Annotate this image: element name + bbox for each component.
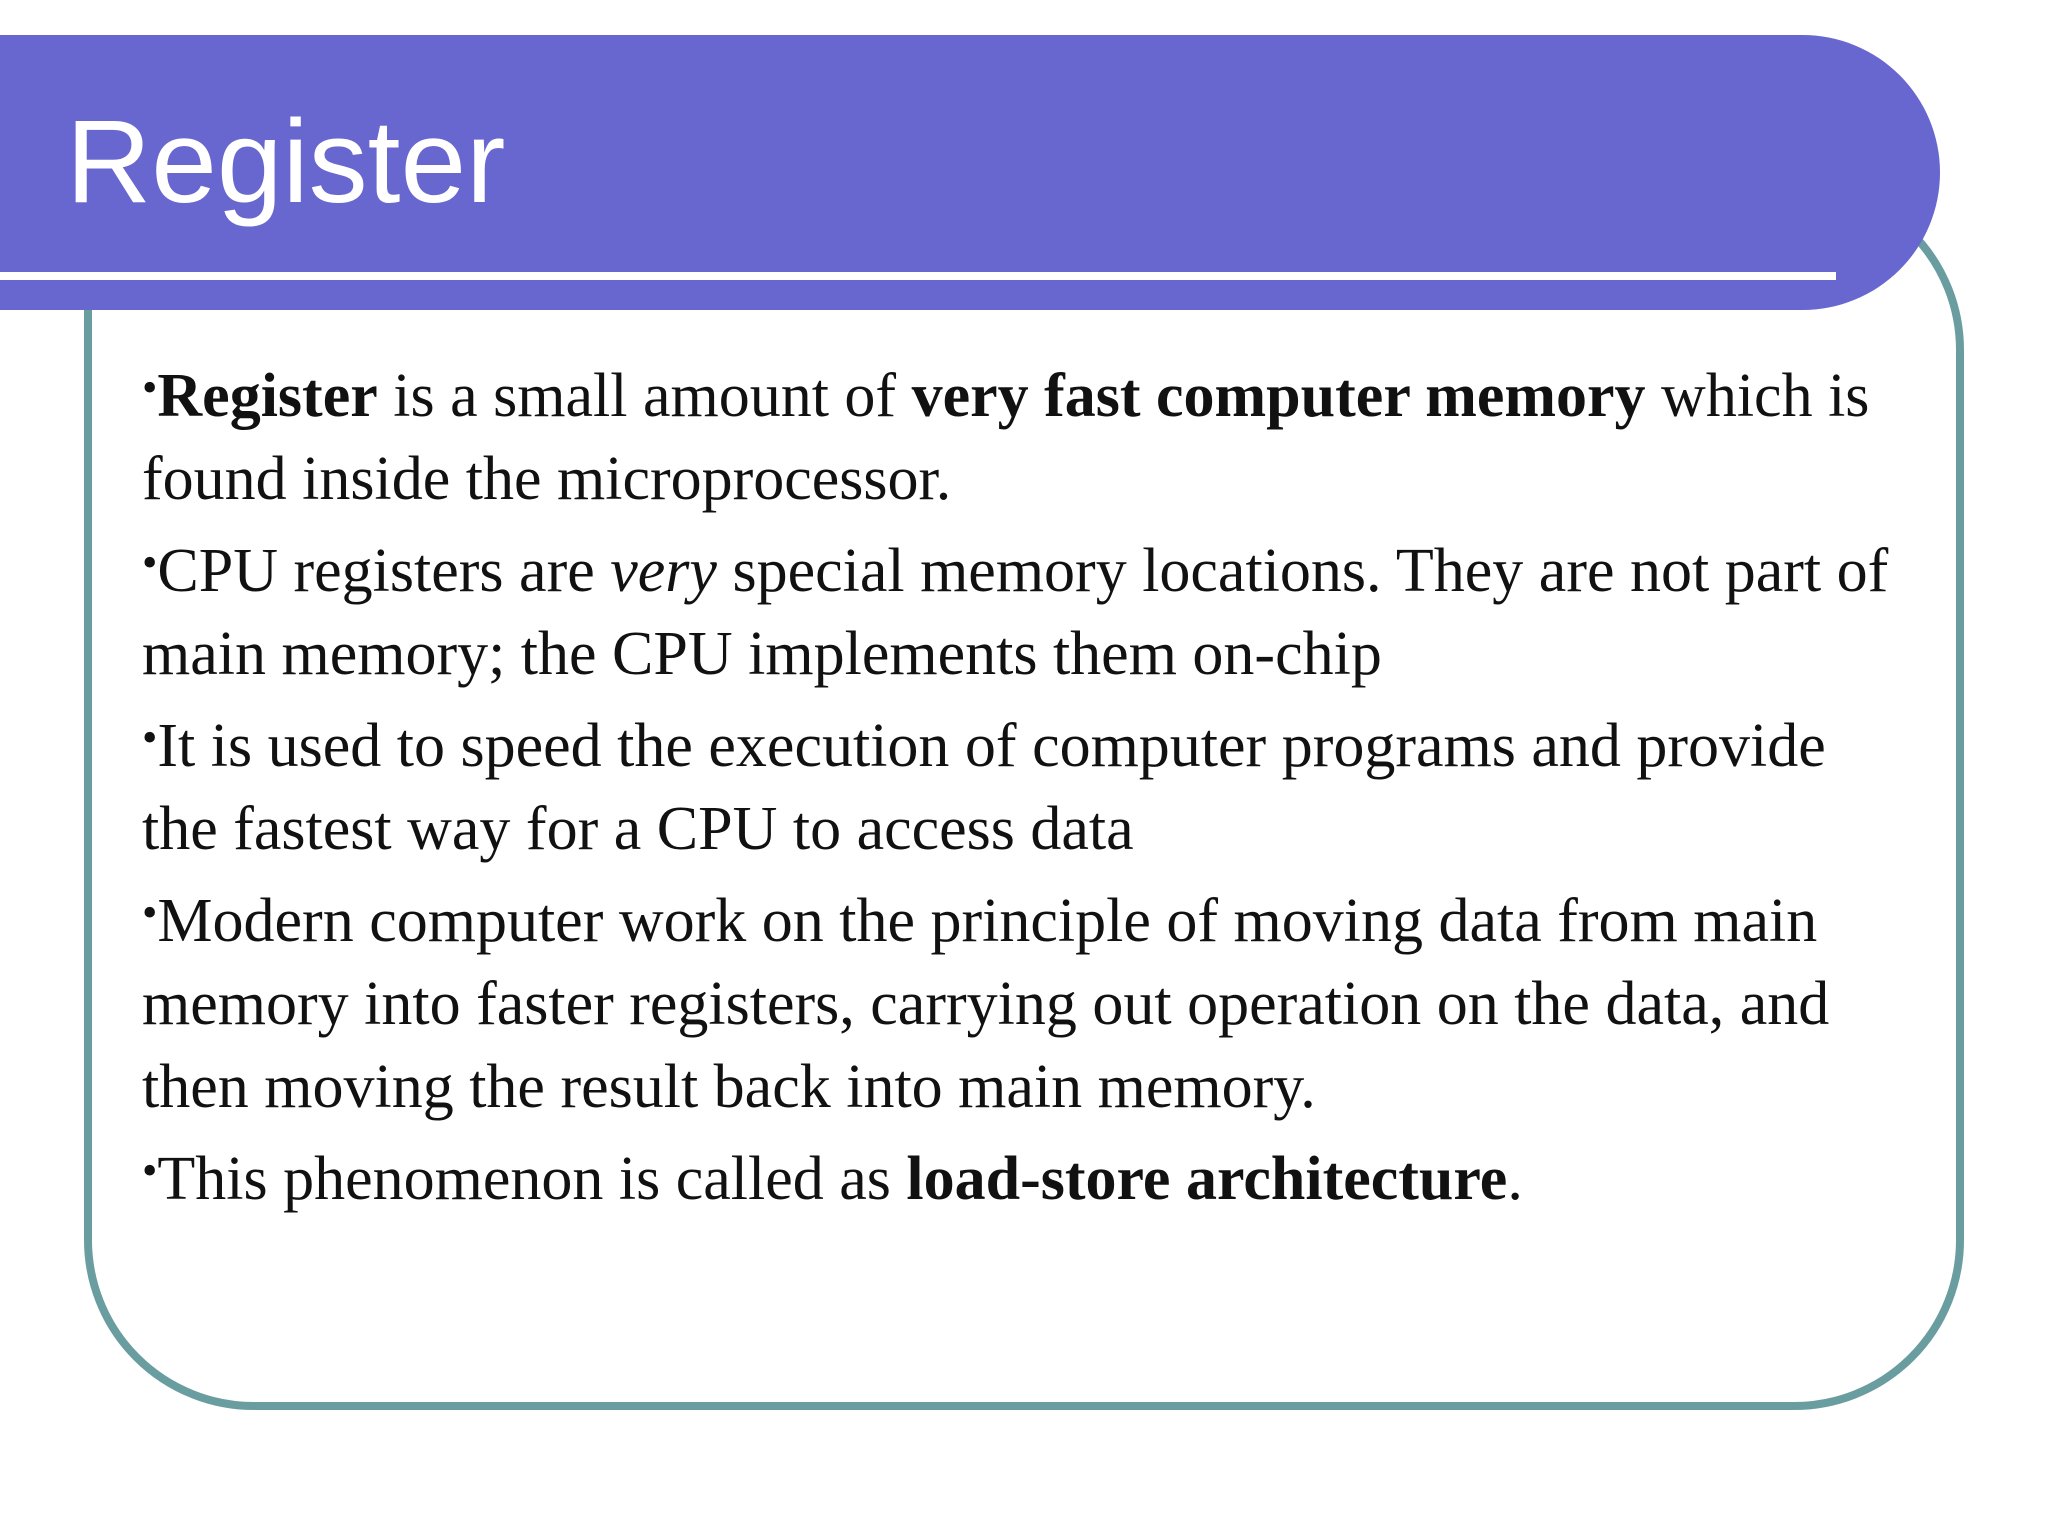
bullet-mark: • <box>142 713 158 762</box>
bullet-text: CPU registers are <box>157 537 611 605</box>
bullet-text-bold: load-store architecture <box>906 1145 1508 1213</box>
bullet-text: is a small amount of <box>377 362 912 430</box>
bullet-text: Modern computer work on the principle of moving data from main memory into faster registers, carrying out operation on the data, and then moving the result back into main memory. <box>142 887 1830 1121</box>
bullet-text: which is found inside the microprocessor. <box>142 362 1870 513</box>
slide-title: Register <box>66 96 506 228</box>
bullet-item <box>142 1129 1902 1221</box>
bullet-mark: • <box>142 538 158 587</box>
bullet-item <box>142 696 1902 871</box>
bullet-text: It is used to speed the execution of computer programs and provide the fastest way for a CPU to access data <box>142 712 1826 863</box>
bullet-text: special memory locations. They are not part of main memory; the CPU implements them on-chip <box>142 537 1889 688</box>
bullet-item <box>142 521 1902 696</box>
bullet-text-bold: very fast computer memory <box>911 362 1646 430</box>
bullet-list <box>142 346 1902 1221</box>
bullet-item <box>142 346 1902 521</box>
bullet-item <box>142 871 1902 1129</box>
bullet-mark: • <box>142 1146 158 1195</box>
title-underline <box>0 272 1836 280</box>
bullet-mark: • <box>142 888 158 937</box>
bullet-text-italic: very <box>610 537 717 605</box>
bullet-mark: • <box>142 363 158 412</box>
bullet-text: . <box>1507 1145 1523 1213</box>
bullet-text-bold: Register <box>157 362 378 430</box>
bullet-text: This phenomenon is called as <box>157 1145 907 1213</box>
